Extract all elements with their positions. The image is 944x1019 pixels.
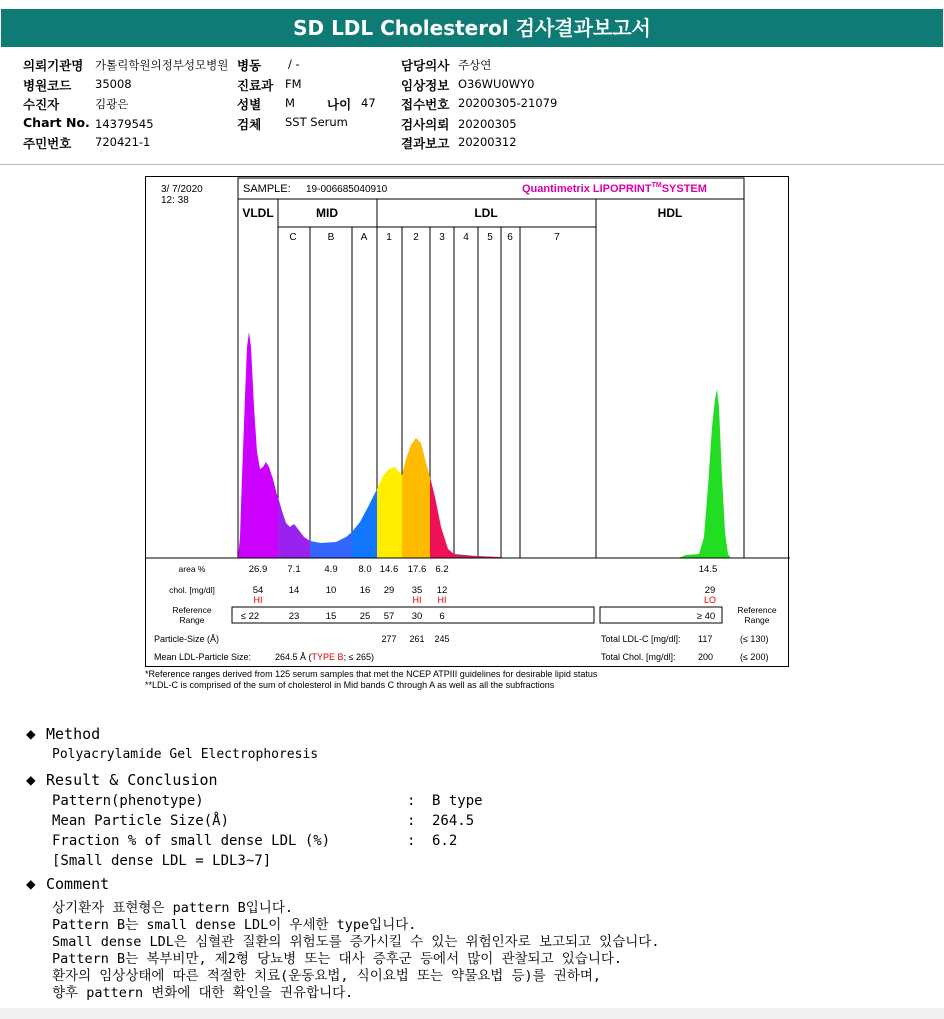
band-ldl7: 7 <box>554 232 560 243</box>
label-receipt-no: 접수번호 <box>401 97 450 112</box>
area-ldl2: 17.6 <box>407 564 427 575</box>
chol-mid-a: 16 <box>359 585 371 596</box>
value-patient: 김광은 <box>95 97 129 111</box>
chol-vldl: 54 <box>252 585 264 596</box>
label-chart-no: Chart No. <box>23 115 90 130</box>
result-heading: ◆ Result & Conclusion <box>26 770 218 789</box>
band-ldl3: 3 <box>439 232 445 243</box>
ref-ldl2: 30 <box>411 611 423 622</box>
chol-ldl3: 12 <box>436 585 448 596</box>
total-chol-value: 200 <box>698 652 714 662</box>
value-test-request: 20200305 <box>458 117 517 131</box>
ref-mid-c: 23 <box>288 611 300 622</box>
result-note: [Small dense LDL = LDL3~7] <box>52 853 272 869</box>
value-sex: M <box>285 96 295 110</box>
label-result-report: 결과보고 <box>401 136 450 151</box>
right-ref-label-1: Reference <box>737 605 777 615</box>
mean-ldl-text: 264.5 Å (TYPE B; ≤ 265) <box>275 652 375 662</box>
peak-ldl2 <box>402 438 430 558</box>
particle-ldl3: 245 <box>434 634 450 644</box>
group-mid: MID <box>316 206 338 220</box>
brand-name: Quantimetrix LIPOPRINT™SYSTEM <box>522 182 707 195</box>
group-ldl: LDL <box>474 206 498 220</box>
sample-id: 19-006685040910 <box>306 184 388 195</box>
result-value-pattern: B type <box>432 793 483 809</box>
label-physician: 담당의사 <box>401 58 450 73</box>
particle-ldl2: 261 <box>409 634 425 644</box>
chol-label: chol. [mg/dl] <box>169 585 215 595</box>
method-heading: ◆ Method <box>26 724 101 743</box>
band-ldl5: 5 <box>487 232 493 243</box>
value-ward: / - <box>288 57 300 71</box>
lipoprint-svg <box>146 177 790 668</box>
value-hospital-code: 35008 <box>95 77 132 91</box>
diamond-bullet-icon: ◆ <box>26 724 36 743</box>
label-requesting-org: 의뢰기관명 <box>23 58 84 73</box>
chol-ldl2: 35 <box>411 585 423 596</box>
total-ldl-ref: (≤ 130) <box>740 634 769 644</box>
method-text: Polyacrylamide Gel Electrophoresis <box>52 747 319 762</box>
diamond-bullet-icon: ◆ <box>26 874 36 893</box>
band-ldl6: 6 <box>507 232 513 243</box>
bottom-strip <box>0 1008 944 1019</box>
value-physician: 주상연 <box>458 58 492 72</box>
ref-ldl3: 6 <box>439 611 445 622</box>
result-sep-size: : <box>407 813 416 829</box>
label-department: 진료과 <box>237 78 274 93</box>
value-department: FM <box>285 77 302 91</box>
label-patient: 수진자 <box>23 97 60 112</box>
peak-ldl3 <box>430 477 454 558</box>
patient-info-panel <box>0 47 944 165</box>
comment-line: Small dense LDL은 심혈관 질환의 위험도를 증가시킬 수 있는 위험인자로 보고되고 있습니다. <box>52 934 660 950</box>
chol-ldl1: 29 <box>383 585 395 596</box>
comment-heading: ◆ Comment <box>26 874 110 893</box>
result-value-size: 264.5 <box>432 813 475 829</box>
label-ward: 병동 <box>237 58 262 73</box>
result-value-fraction: 6.2 <box>432 833 458 849</box>
area-hdl: 14.5 <box>698 564 718 575</box>
ref-label-1: Reference <box>172 605 212 615</box>
band-ldl4: 4 <box>463 232 469 243</box>
ref-vldl: ≤ 22 <box>240 611 260 622</box>
peak-vldl <box>238 332 278 558</box>
value-resident-no: 720421-1 <box>95 135 151 149</box>
area-mid-c: 7.1 <box>287 564 301 575</box>
value-receipt-no: 20200305-21079 <box>458 96 558 110</box>
label-age: 나이 <box>327 97 352 112</box>
area-ldl1: 14.6 <box>379 564 399 575</box>
area-ldl3: 6.2 <box>435 564 449 575</box>
band-a: A <box>360 232 368 243</box>
peak-mid-b <box>310 532 352 558</box>
band-ldl2: 2 <box>413 232 419 243</box>
peak-mid-c <box>278 497 310 558</box>
comment-line: Pattern B는 복부비만, 제2형 당뇨병 또는 대사 증후군 등에서 많이 관찰되고 있습니다. <box>52 951 623 967</box>
result-label-pattern: Pattern(phenotype) <box>52 793 204 809</box>
flag-hdl: LO <box>703 595 717 605</box>
value-clinical-info: O36WU0WY0 <box>458 77 535 91</box>
value-chart-no: 14379545 <box>95 117 154 131</box>
chol-mid-b: 10 <box>325 585 337 596</box>
report-title: SD LDL Cholesterol 검사결과보고서 <box>1 9 943 47</box>
ref-mid-b: 15 <box>325 611 337 622</box>
flag-ldl3: HI <box>437 595 447 605</box>
peak-hdl <box>678 389 731 558</box>
total-chol-label: Total Chol. [mg/dl]: <box>601 652 676 662</box>
sample-label: SAMPLE: <box>243 183 291 195</box>
ref-mid-a: 25 <box>359 611 371 622</box>
chol-hdl: 29 <box>704 585 716 596</box>
footnote-1: *Reference ranges derived from 125 serum samples that met the NCEP ATPIII guidelines for desirable lipid status <box>145 669 598 679</box>
comment-line: 향후 pattern 변화에 대한 확인을 권유합니다. <box>52 985 354 1001</box>
total-ldl-value: 117 <box>698 634 713 644</box>
ref-hdl: ≥ 40 <box>696 611 716 622</box>
area-vldl: 26.9 <box>248 564 268 575</box>
footnote-2: **LDL-C is comprised of the sum of cholesterol in Mid bands C through A as well as all the subfractions <box>145 680 555 690</box>
ref-ldl1: 57 <box>383 611 395 622</box>
label-hospital-code: 병원코드 <box>23 78 72 93</box>
chol-mid-c: 14 <box>288 585 300 596</box>
peak-mid-a <box>352 489 377 558</box>
flag-vldl: HI <box>253 595 263 605</box>
result-label-fraction: Fraction % of small dense LDL (%) <box>52 833 331 849</box>
band-ldl1: 1 <box>386 232 392 243</box>
area-mid-a: 8.0 <box>358 564 372 575</box>
label-sex: 성별 <box>237 97 262 112</box>
label-specimen: 검체 <box>237 117 262 132</box>
flag-ldl2: HI <box>412 595 422 605</box>
value-result-report: 20200312 <box>458 135 517 149</box>
total-ldl-label: Total LDL-C [mg/dl]: <box>601 634 681 644</box>
area-mid-b: 4.9 <box>324 564 338 575</box>
comment-line: Pattern B는 small dense LDL이 우세한 type입니다. <box>52 917 417 933</box>
chart-date: 3/ 7/2020 <box>161 184 203 195</box>
particle-size-label: Particle-Size (Å) <box>154 634 220 644</box>
label-clinical-info: 임상정보 <box>401 78 450 93</box>
total-chol-ref: (≤ 200) <box>740 652 769 662</box>
value-requesting-org: 가톨릭학원의정부성모병원 <box>95 58 229 72</box>
diamond-bullet-icon: ◆ <box>26 770 36 789</box>
area-label: area % <box>178 564 206 574</box>
chart-time: 12: 38 <box>161 195 189 206</box>
mean-ldl-label: Mean LDL-Particle Size: <box>154 652 252 662</box>
result-sep-fraction: : <box>407 833 416 849</box>
band-b: B <box>327 232 335 243</box>
group-vldl: VLDL <box>242 206 274 220</box>
peak-ldl1 <box>377 467 402 558</box>
densitometry-trace <box>238 332 731 558</box>
group-hdl: HDL <box>657 206 683 220</box>
comment-line: 상기환자 표현형은 pattern B입니다. <box>52 900 293 916</box>
label-test-request: 검사의뢰 <box>401 117 450 132</box>
right-ref-label-2: Range <box>744 615 770 625</box>
result-label-size: Mean Particle Size(Å) <box>52 813 230 829</box>
band-c: C <box>289 232 297 243</box>
label-resident-no: 주민번호 <box>23 136 72 151</box>
lipoprint-chart <box>145 176 789 667</box>
particle-ldl1: 277 <box>381 634 397 644</box>
value-age: 47 <box>361 96 376 110</box>
comment-line: 환자의 임상상태에 따른 적절한 치료(운동요법, 식이요법 또는 약물요법 등)를 권하며, <box>52 968 602 984</box>
result-sep-pattern: : <box>407 793 416 809</box>
ref-label-2: Range <box>179 615 205 625</box>
value-specimen: SST Serum <box>285 115 348 129</box>
